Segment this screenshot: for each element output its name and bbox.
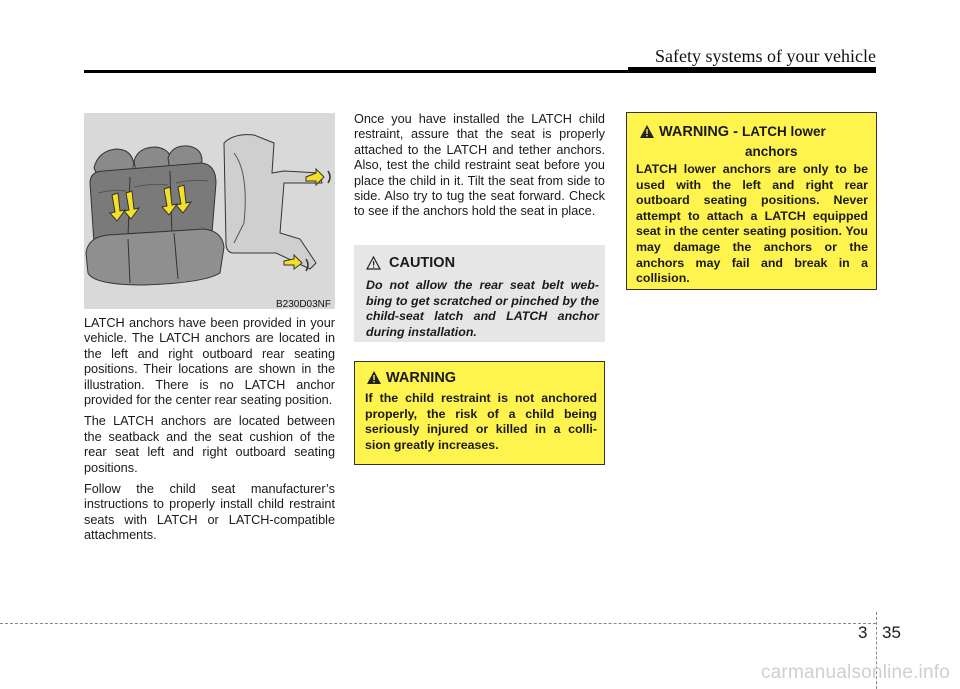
watermark: carmanualsonline.info — [760, 662, 950, 683]
warning-box-child-restraint — [354, 361, 605, 465]
warning-title: WARNING — [386, 370, 457, 386]
warning-heading — [639, 124, 826, 140]
rear-seat-drawing — [84, 113, 335, 309]
body-text-column-2 — [354, 112, 605, 226]
caution-text: Do not allow the rear seat belt web-bing to get scratched or pinched by the child-seat latch and LATCH anchor during installation. — [366, 278, 599, 339]
warning-heading — [366, 370, 456, 386]
paragraph: Follow the child seat manufacturer’s instructions to properly install child restraint seats with LATCH or LATCH-compatible attachments. — [84, 482, 335, 543]
warning-text: If the child restraint is not anchored properly, the risk of a child being seriously injured or killed in a colli-sion greatly increases. — [365, 391, 597, 452]
warning-title: WARNING - — [659, 124, 738, 140]
caution-title: CAUTION — [389, 255, 456, 271]
chapter-number: 3 — [858, 623, 868, 642]
caution-triangle-icon — [366, 256, 381, 270]
latch-anchor-illustration — [84, 113, 335, 309]
caution-heading — [366, 255, 455, 271]
warning-box-latch-anchors — [626, 112, 877, 290]
paragraph: The LATCH anchors are located between the seatback and the seat cushion of the rear seat left and right outboard seating positions. — [84, 414, 335, 475]
warning-subtitle-line-2: anchors — [745, 144, 798, 159]
warning-text: LATCH lower anchors are only to be used with the left and right rear outboard seating positions. Never attempt to attach a LATCH equipped seat in the center seating position. You may damage the anchors or the anchors may fail and break in a collision. — [636, 162, 868, 286]
paragraph: Once you have installed the LATCH child restraint, assure that the seat is properly attached to the LATCH and tether anchors. Also, test the child restraint seat before you place the child in it. Tilt the seat from side to side. Also try to tug the seat forward. Check to see if the anchors hold the seat in place. — [354, 112, 605, 219]
paragraph: LATCH anchors have been provided in your vehicle. The LATCH anchors are located in the left and right outboard rear seating positions. Their locations are shown in the illustration. There is no LATCH anchor provided for the center rear seating position. — [84, 316, 335, 408]
page-number: 35 — [882, 623, 901, 642]
header-rule-tab — [628, 67, 876, 73]
section-title: Safety systems of your vehicle — [655, 46, 876, 66]
warning-subtitle-line-1: LATCH lower — [741, 124, 826, 139]
footer-dashed-rule — [0, 623, 876, 624]
body-text-column-1 — [84, 316, 335, 550]
warning-triangle-icon — [639, 124, 655, 139]
figure-code: B230D03NF — [275, 299, 331, 310]
caution-box — [354, 245, 605, 342]
warning-triangle-icon — [366, 370, 382, 385]
